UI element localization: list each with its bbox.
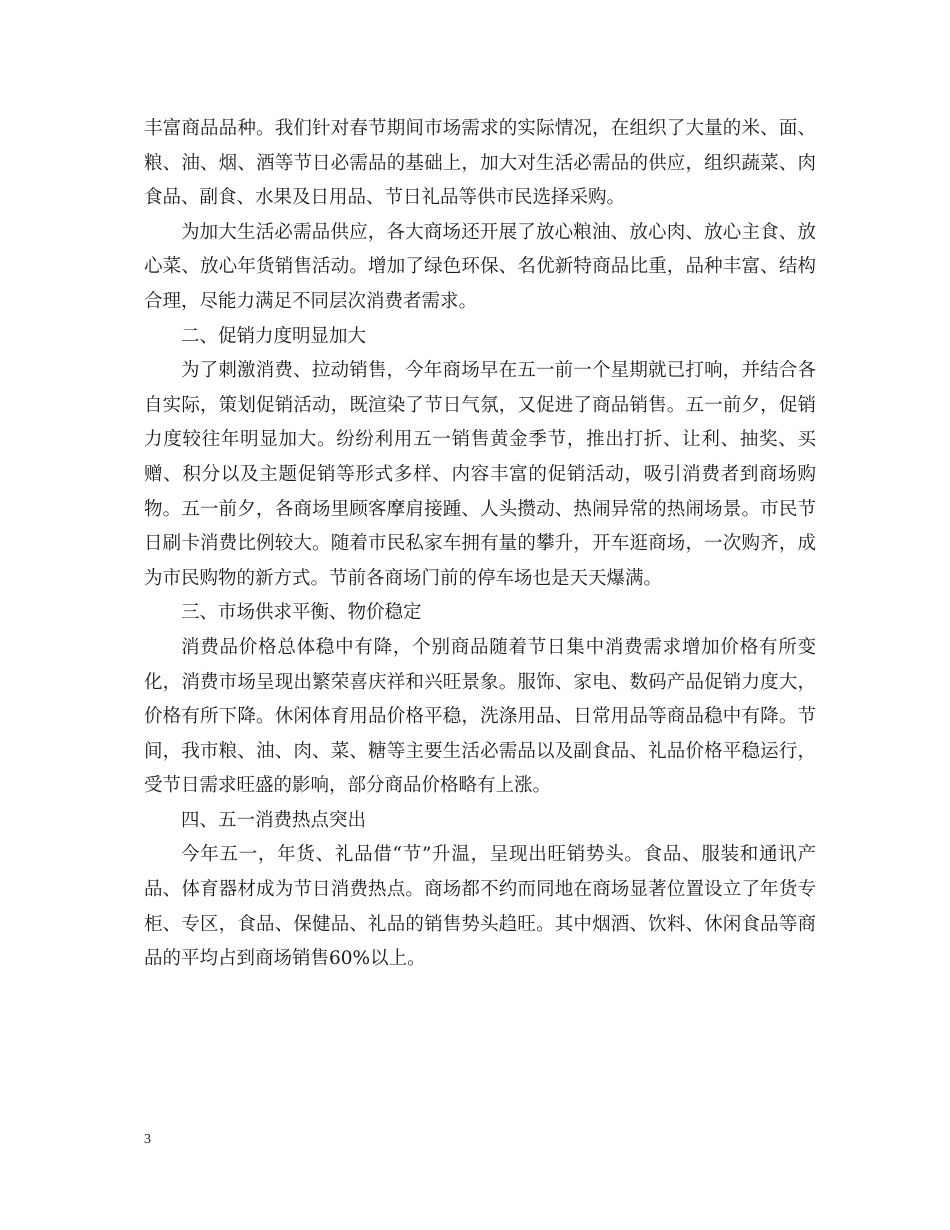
section-heading-2: 二、促销力度明显加大 [181, 325, 367, 347]
paragraph-3: 为了刺激消费、拉动销售，今年商场早在五一前一个星期就已打响，并结合各自实际，策划促销活动，既渲染了节日气氛，又促进了商品销售。五一前夕，促销力度较往年明显加大。纷纷利用五一销售黄金季节，推出打折、让利、抽奖、买赠、积分以及主题促销等形式多样、内容丰富的促销活动，吸引消费者到商场购物。五一前夕，各商场里顾客摩肩接踵、人头攒动、热闹异常的热闹场景。市民节日刷卡消费比例较大。随着市民私家车拥有量的攀升，开车逛商场，一次购齐，成为市民购物的新方式。节前各商场门前的停车场也是天天爆满。 [144, 360, 816, 589]
document-body [144, 112, 816, 977]
paragraph-1: 丰富商品品种。我们针对春节期间市场需求的实际情况，在组织了大量的米、面、粮、油、烟、酒等节日必需品的基础上，加大对生活必需品的供应，组织蔬菜、肉食品、副食、水果及日用品、节日礼品等供市民选择采购。 [144, 118, 816, 209]
section-heading-3: 三、市场供求平衡、物价稳定 [181, 602, 422, 624]
paragraph-4: 消费品价格总体稳中有降，个别商品随着节日集中消费需求增加价格有所变化，消费市场呈现出繁荣喜庆祥和兴旺景象。服饰、家电、数码产品促销力度大，价格有所下降。休闲体育用品价格平稳，洗涤用品、日常用品等商品稳中有降。节间，我市粮、油、肉、菜、糖等主要生活必需品以及副食品、礼品价格平稳运行，受节日需求旺盛的影响，部分商品价格略有上涨。 [144, 636, 816, 797]
section-heading-4: 四、五一消费热点突出 [181, 809, 367, 831]
paragraph-5: 今年五一，年货、礼品借“节”升温，呈现出旺销势头。食品、服装和通讯产品、体育器材成为节日消费热点。商场都不约而同地在商场显著位置设立了年货专柜、专区，食品、保健品、礼品的销售势头趋旺。其中烟酒、饮料、休闲食品等商品的平均占到商场销售60%以上。 [144, 844, 816, 970]
paragraph-2: 为加大生活必需品供应，各大商场还开展了放心粮油、放心肉、放心主食、放心菜、放心年货销售活动。增加了绿色环保、名优新特商品比重，品种丰富、结构合理，尽能力满足不同层次消费者需求。 [144, 221, 816, 312]
page-number: 3 [144, 1132, 151, 1147]
